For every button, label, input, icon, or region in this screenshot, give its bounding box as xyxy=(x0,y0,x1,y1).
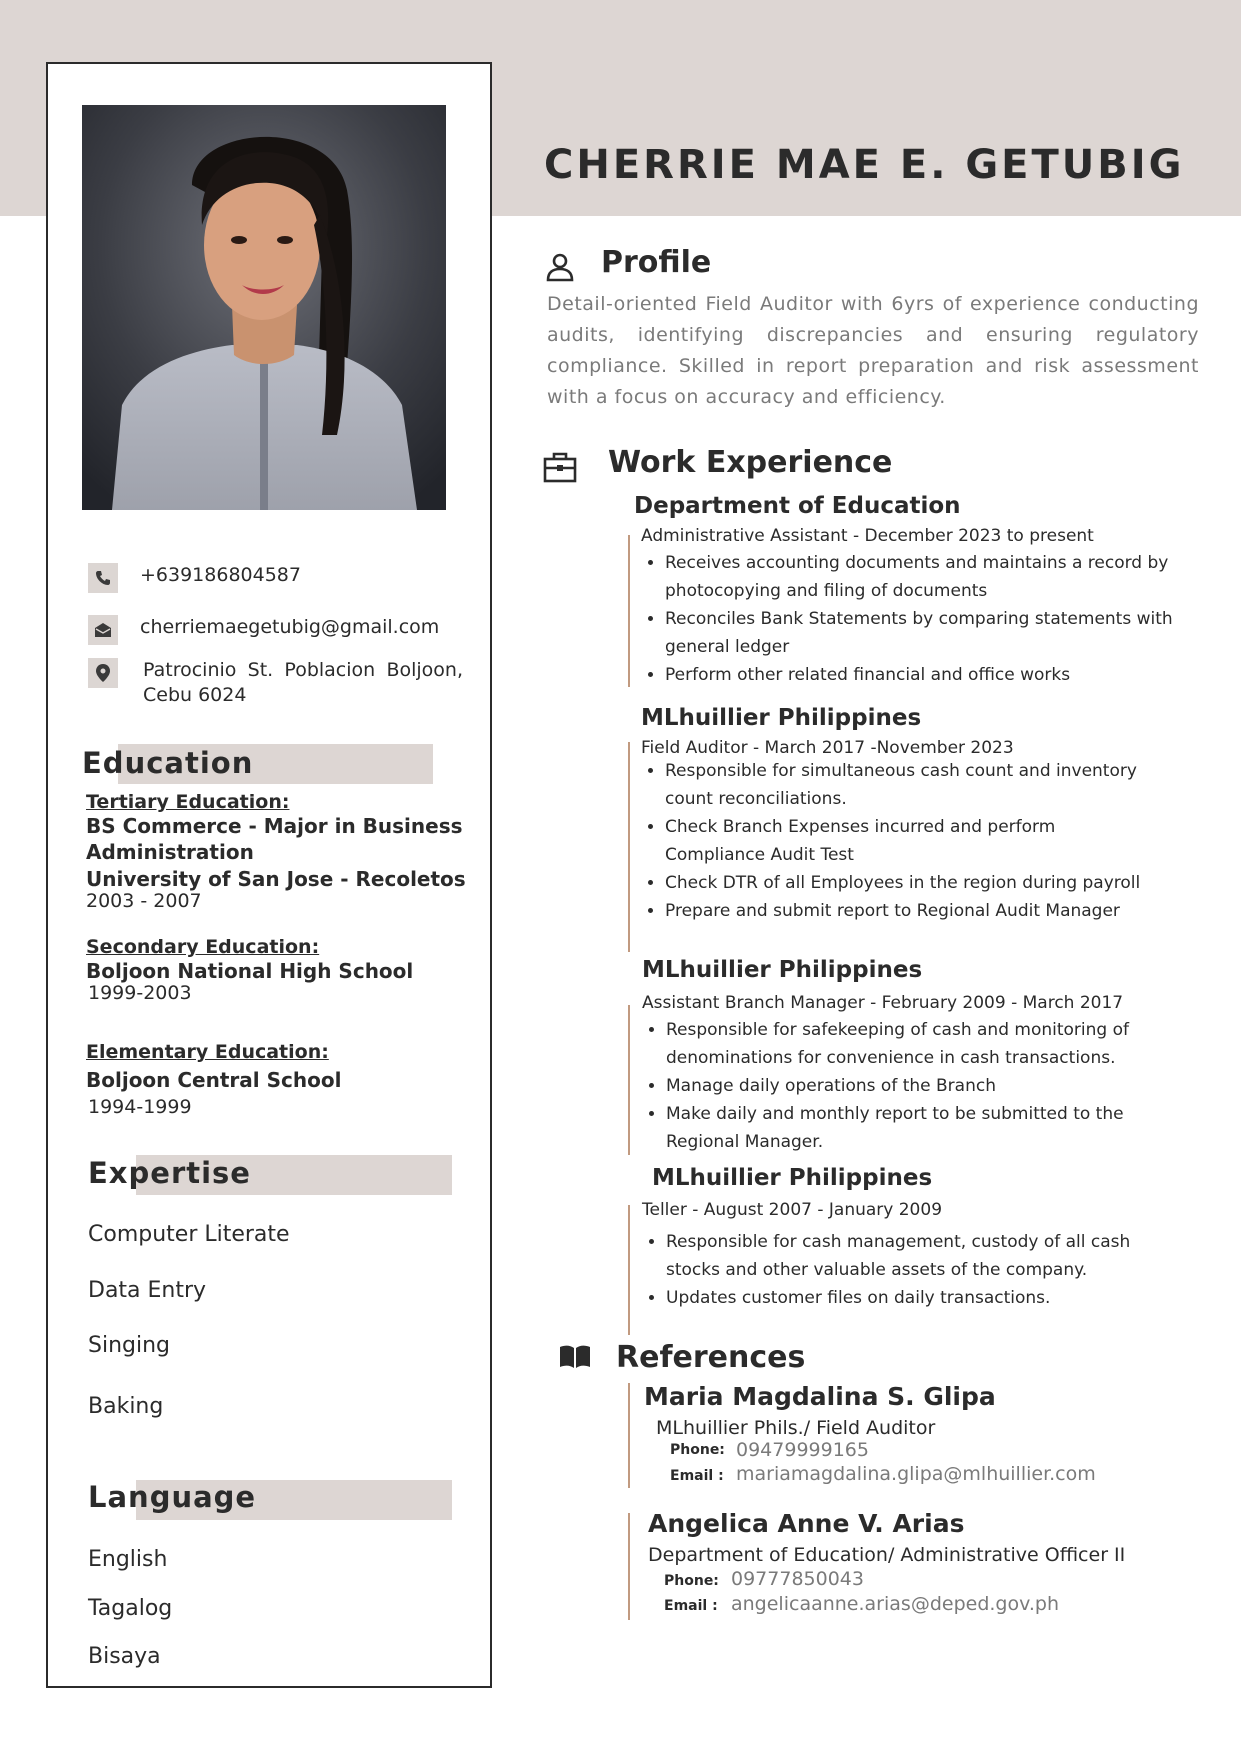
job-bullet: • Updates customer files on daily transactions. xyxy=(666,1284,1166,1312)
person-icon xyxy=(545,252,575,286)
elementary-years: 1994-1999 xyxy=(88,1096,192,1118)
profile-title: Profile xyxy=(601,245,712,280)
secondary-years: 1999-2003 xyxy=(88,982,192,1004)
job-bullet: • Receives accounting documents and maintains a record by photocopying and filing of documents xyxy=(665,549,1185,605)
job-bullet: • Reconciles Bank Statements by comparing statements with general ledger xyxy=(665,605,1185,661)
job-role: Assistant Branch Manager - February 2009 - March 2017 xyxy=(642,993,1124,1013)
education-title: Education xyxy=(82,746,254,780)
job-bullets xyxy=(642,1228,1166,1312)
job-bullet: • Responsible for simultaneous cash count and inventory count reconciliations. xyxy=(665,757,1145,813)
job-company: MLhuillier Philippines xyxy=(641,705,922,731)
secondary-label: Secondary Education: xyxy=(86,936,320,958)
reference-email[interactable]: angelicaanne.arias@deped.gov.ph xyxy=(731,1593,1060,1615)
job-bullet: • Responsible for cash management, custody of all cash stocks and other valuable assets of the company. xyxy=(666,1228,1166,1284)
expertise-item: Computer Literate xyxy=(88,1222,290,1247)
briefcase-icon xyxy=(543,451,577,487)
job-company: MLhuillier Philippines xyxy=(652,1165,933,1191)
job-role: Teller - August 2007 - January 2009 xyxy=(642,1200,943,1220)
reference-phone[interactable]: 09777850043 xyxy=(731,1568,864,1590)
job-bullet: • Make daily and monthly report to be submitted to the Regional Manager. xyxy=(666,1100,1166,1156)
reference-role: Department of Education/ Administrative Officer II xyxy=(648,1544,1126,1566)
reference-phone[interactable]: 09479999165 xyxy=(736,1439,869,1461)
tertiary-school: University of San Jose - Recoletos xyxy=(86,867,466,891)
address-text: Patrocinio St. Poblacion Boljoon, Cebu 6024 xyxy=(143,659,463,706)
job-bullets xyxy=(641,757,1145,925)
reference-name: Angelica Anne V. Arias xyxy=(648,1509,965,1538)
phone-text[interactable]: +639186804587 xyxy=(140,564,301,586)
job-bullet: • Perform other related financial and office works xyxy=(665,661,1185,689)
expertise-item: Singing xyxy=(88,1333,171,1358)
reference-line xyxy=(628,1383,630,1488)
expertise-item: Data Entry xyxy=(88,1278,207,1303)
tertiary-degree: BS Commerce - Major in Business Administration xyxy=(86,814,463,864)
phone-icon xyxy=(88,563,118,593)
expertise-item: Baking xyxy=(88,1394,164,1419)
contact-phone xyxy=(88,563,301,593)
contact-address xyxy=(88,658,463,708)
reference-phone-label: Phone: xyxy=(664,1573,719,1589)
candidate-name: CHERRIE MAE E. GETUBIG xyxy=(544,142,1185,188)
job-company: MLhuillier Philippines xyxy=(642,957,923,983)
language-item: Bisaya xyxy=(88,1644,161,1669)
elementary-label: Elementary Education: xyxy=(86,1041,329,1063)
job-bullet: • Responsible for safekeeping of cash and monitoring of denominations for convenience in cash transactions. xyxy=(666,1016,1166,1072)
reference-email-label: Email : xyxy=(664,1598,718,1614)
job-bullet: • Check Branch Expenses incurred and perform Compliance Audit Test xyxy=(665,813,1145,869)
tertiary-label: Tertiary Education: xyxy=(86,791,290,813)
job-role: Administrative Assistant - December 2023 to present xyxy=(641,526,1094,546)
email-text[interactable]: cherriemaegetubig@gmail.com xyxy=(140,616,440,638)
references-title: References xyxy=(616,1340,806,1375)
tertiary-years: 2003 - 2007 xyxy=(86,890,202,912)
contact-email xyxy=(88,615,439,645)
elementary-school: Boljoon Central School xyxy=(86,1068,342,1092)
language-item: English xyxy=(88,1547,168,1572)
language-item: Tagalog xyxy=(88,1596,173,1621)
job-company: Department of Education xyxy=(634,493,961,519)
job-bullet: • Check DTR of all Employees in the region during payroll xyxy=(665,869,1145,897)
reference-role: MLhuillier Phils./ Field Auditor xyxy=(656,1417,936,1439)
job-role: Field Auditor - March 2017 -November 2023 xyxy=(641,738,1014,758)
profile-photo xyxy=(82,105,446,510)
job-bullets xyxy=(641,549,1185,689)
reference-name: Maria Magdalina S. Glipa xyxy=(644,1382,996,1411)
job-timeline-line xyxy=(628,742,630,952)
secondary-school: Boljoon National High School xyxy=(86,959,414,983)
reference-email[interactable]: mariamagdalina.glipa@mlhuillier.com xyxy=(736,1463,1096,1485)
reference-line xyxy=(628,1513,630,1620)
job-bullets xyxy=(642,1016,1166,1156)
job-bullet: • Prepare and submit report to Regional Audit Manager xyxy=(665,897,1145,925)
reference-email-label: Email : xyxy=(670,1468,724,1484)
envelope-icon xyxy=(88,615,118,645)
profile-summary: Detail-oriented Field Auditor with 6yrs of experience conducting audits, identifying discrepancies and ensuring regulatory compliance. Skilled in report preparation and risk assessment with a focus on accuracy and efficiency. xyxy=(547,293,1199,408)
language-title: Language xyxy=(88,1480,257,1514)
reference-phone-label: Phone: xyxy=(670,1442,725,1458)
job-timeline-line xyxy=(628,1205,630,1335)
job-timeline-line xyxy=(628,535,630,687)
work-title: Work Experience xyxy=(608,445,893,480)
job-bullet: • Manage daily operations of the Branch xyxy=(666,1072,1166,1100)
location-pin-icon xyxy=(88,658,118,688)
expertise-title: Expertise xyxy=(88,1156,251,1190)
book-icon xyxy=(559,1343,591,1373)
job-timeline-line xyxy=(628,1005,630,1155)
